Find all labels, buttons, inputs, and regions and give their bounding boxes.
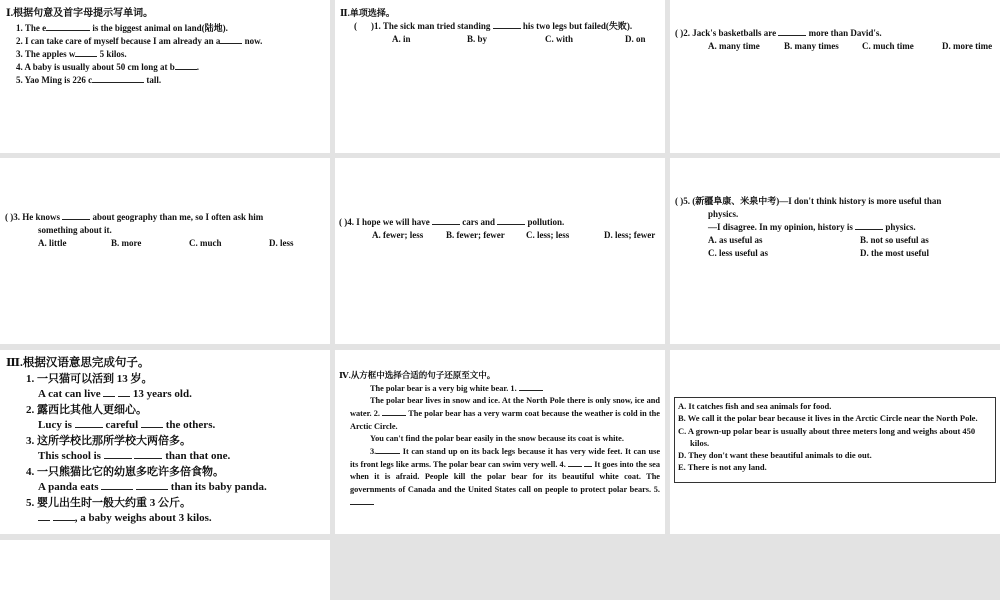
exercise-panel-4 (0, 158, 330, 344)
option-d: D. They don't want these beautiful animals to die out. (678, 450, 872, 461)
english-sentence-1: A cat can live 13 years old. (38, 388, 192, 400)
exercise-panel-2 (335, 0, 665, 153)
question-3: 3. The apples w 5 kilos. (16, 49, 127, 59)
exercise-panel-3 (670, 0, 1000, 153)
question-4: ( )4. I hope we will have cars and pollution. (339, 217, 565, 227)
chinese-prompt-5: 5. 婴儿出生时一般大约重 3 公斤。 (26, 496, 191, 509)
exercise-panel-8 (335, 350, 665, 534)
question-3-options: A. little B. more C. much D. less (38, 238, 294, 248)
question-5-line-2: physics. (708, 209, 739, 219)
exercise-panel-1 (0, 0, 330, 153)
chinese-prompt-3: 3. 这所学校比那所学校大两倍多。 (26, 434, 191, 447)
options-box (674, 397, 996, 483)
english-sentence-5: , a baby weighs about 3 kilos. (26, 511, 330, 527)
question-5: ( )5. (新疆阜康、米泉中考)—I don't think history is more useful than (675, 196, 942, 206)
option-a: A. It catches fish and sea animals for food. (678, 401, 832, 411)
exercise-panel-7 (0, 350, 330, 534)
question-3: ( )3. He knows about geography than me, so I often ask him (5, 212, 264, 222)
question-5: 5. Yao Ming is 226 c tall. (16, 75, 162, 85)
question-5-options-row-2: C. less useful as D. the most useful (708, 248, 929, 258)
exercise-panel-9 (670, 350, 1000, 534)
question-5-options-row-1: A. as useful as B. not so useful as (708, 235, 929, 245)
question-2-options: A. many time B. many times C. much time D. more time (708, 41, 993, 51)
chinese-prompt-1: 1. 一只猫可以活到 13 岁。 (26, 372, 153, 385)
question-1-options: A. in B. by C. with D. on (392, 34, 646, 44)
english-sentence-3: This school is than that one. (38, 450, 231, 462)
exercise-panel-5 (335, 158, 665, 344)
option-c: C. A grown-up polar bear is usually about three meters long and weighs about 450 kilos. (678, 425, 976, 448)
blank-panel (0, 540, 330, 600)
option-b: B. We call it the polar bear because it lives in the Arctic Circle near the North Pole. (678, 413, 978, 424)
question-2: ( )2. Jack's basketballs are more than David's. (675, 28, 882, 38)
passage: The polar bear is a very big white bear. 1. The polar bear lives in snow and ice. At the North Pole there is only snow, ice and water. 2. The polar bear has a very warm coat because the weather is cold in the Arctic Circle. You can't find the polar bear easily in the snow because its coat is white. 3. It can stand up on its back legs because it has very wide feet. It can use its front legs like arms. The polar bear can swim very well. 4. It goes into the sea when it is afraid. People kill the polar bear for its beautiful white coat. The governments of Canada and the United States call on people to protect polar bears. 5. (350, 382, 660, 509)
question-2: 2. I can take care of myself because I am already an a now. (16, 36, 263, 46)
section-heading: Ⅲ.根据汉语意思完成句子。 (6, 357, 150, 369)
english-sentence-2: Lucy is careful the others. (38, 419, 216, 431)
question-5-line-3: —I disagree. In my opinion, history is physics. (708, 222, 916, 232)
section-heading: Ⅱ.单项选择。 (340, 8, 395, 18)
option-e: E. There is not any land. (678, 462, 767, 473)
section-heading: Ⅰ.根据句意及首字母提示写单词。 (6, 8, 154, 19)
question-4-options: A. fewer; less B. fewer; fewer C. less; less D. less; fewer (372, 230, 656, 240)
section-heading: Ⅳ.从方框中选择合适的句子还原至文中。 (339, 370, 496, 380)
english-sentence-4: A panda eats than its baby panda. (38, 481, 267, 493)
chinese-prompt-2: 2. 露西比其他人更细心。 (26, 403, 147, 416)
question-3-line-2: something about it. (38, 225, 112, 235)
question-1: 1. The e is the biggest animal on land(陆地). (16, 23, 228, 33)
chinese-prompt-4: 4. 一只熊猫比它的幼崽多吃许多倍食物。 (26, 465, 224, 478)
exercise-panel-6 (670, 158, 1000, 344)
question-1: ( )1. The sick man tried standing his two legs but failed(失败). (354, 21, 633, 31)
question-4: 4. A baby is usually about 50 cm long at b . (16, 62, 200, 72)
